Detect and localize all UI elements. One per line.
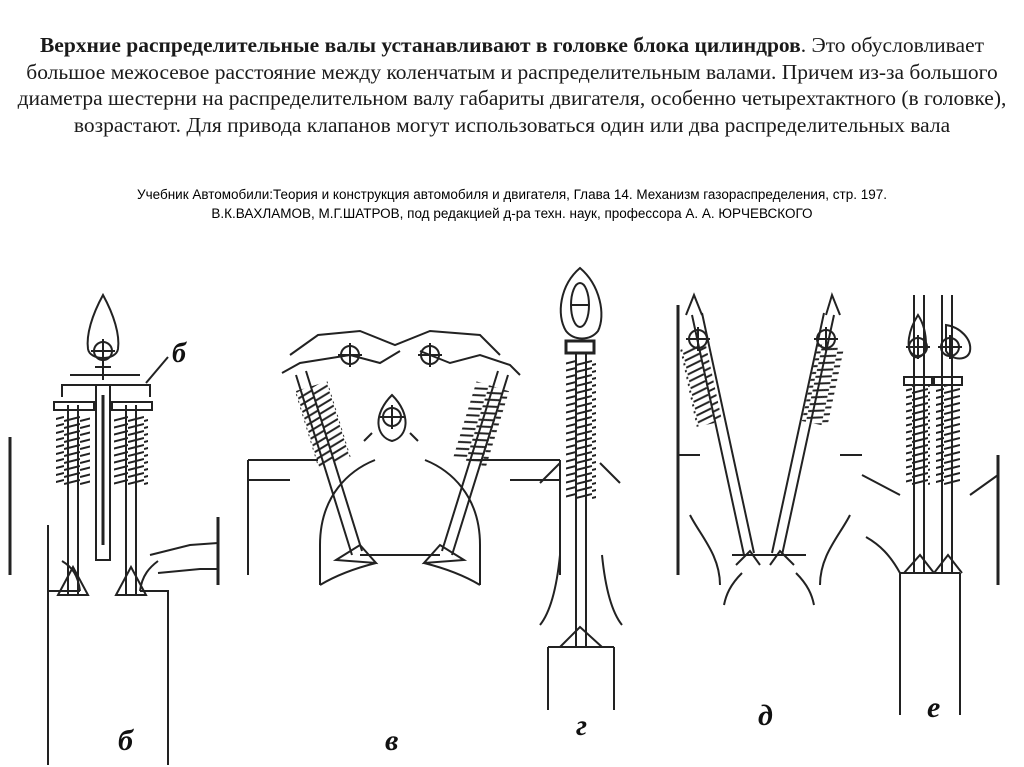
callout-label-b: б (172, 338, 186, 369)
diagram-e (862, 295, 998, 715)
main-paragraph (12, 32, 1012, 138)
label-e: е (927, 691, 941, 724)
main-paragraph-rest: . Это обусловливает большое межосевое расстояние между коленчатым и распределительным валами. Причем из-за большого диаметра шестерни на распределительном валу габариты двигателя, особенно четырехтактного (в головке), возрастают. Для привода клапанов могут использоваться один или два распределительных вала (17, 33, 1007, 137)
valve-drive-diagrams (0, 255, 1024, 767)
label-d: д (758, 699, 773, 732)
label-b: б (118, 724, 133, 757)
label-v: в (385, 724, 399, 757)
diagram-g (540, 268, 622, 710)
citation (12, 185, 1012, 223)
citation-line-1: Учебник Автомобили:Теория и конструкция автомобиля и двигателя, Глава 14. Механизм газораспределения, стр. 197. (137, 187, 887, 202)
diagram-b (10, 295, 218, 765)
label-g: г (576, 709, 588, 742)
citation-line-2: В.К.ВАХЛАМОВ, М.Г.ШАТРОВ, под редакцией д-ра техн. наук, профессора А. А. ЮРЧЕВСКОГО (211, 206, 813, 221)
diagram-v (248, 331, 560, 585)
diagram-d (678, 295, 862, 605)
main-paragraph-bold: Верхние распределительные валы устанавливают в головке блока цилиндров (39, 33, 801, 57)
